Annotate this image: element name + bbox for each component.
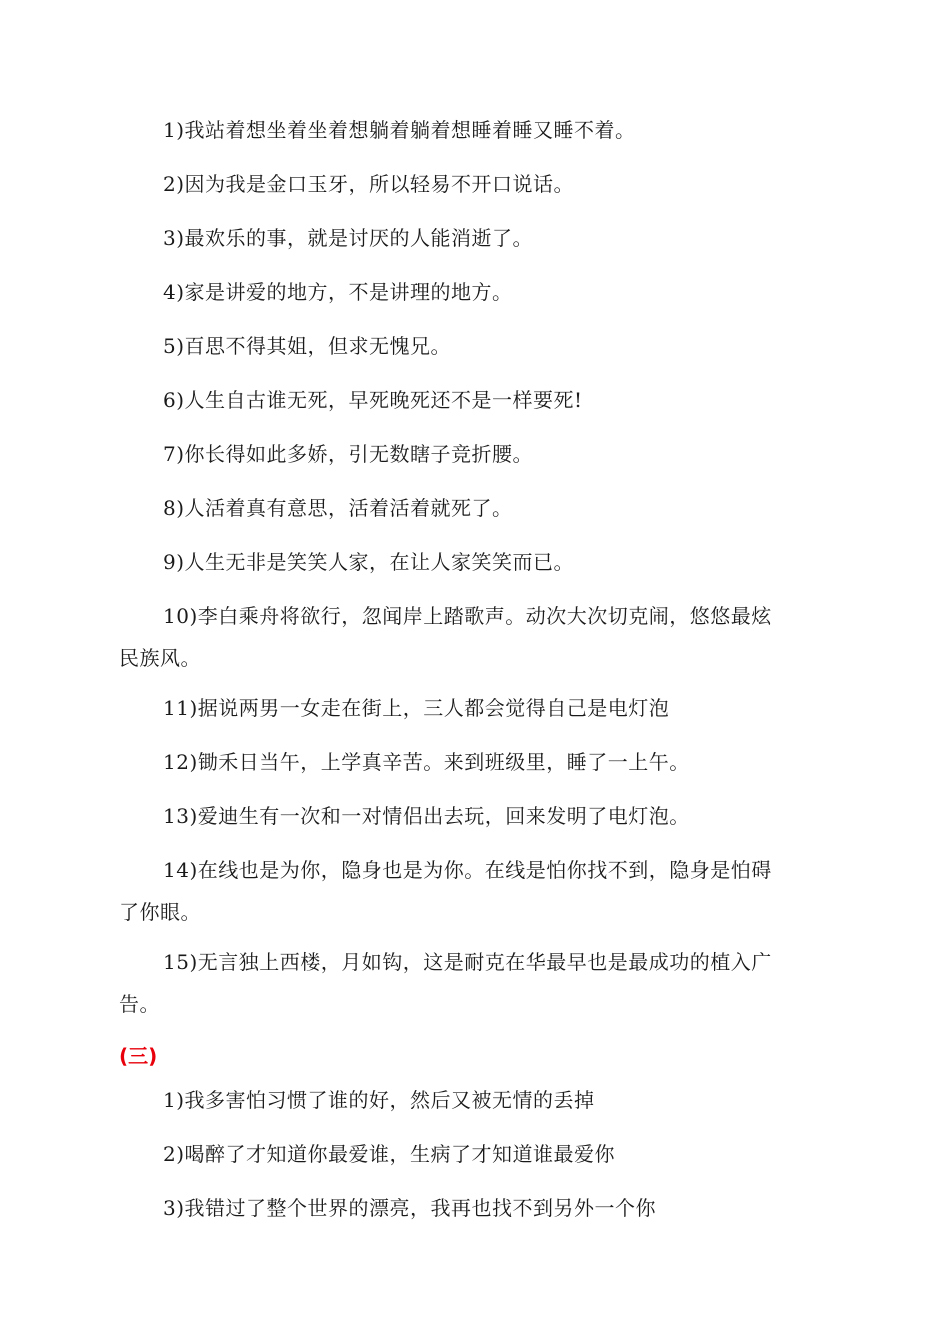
quote-line-9: 9)人生无非是笑笑人家，在让人家笑笑而已。 [163,550,575,574]
quote-line-14a: 14)在线也是为你，隐身也是为你。在线是怕你找不到，隐身是怕碍 [163,858,772,882]
quote-line-8: 8)人活着真有意思，活着活着就死了。 [163,496,513,520]
quote-line-3: 3)最欢乐的事，就是讨厌的人能消逝了。 [163,226,534,250]
quote-line-10b: 民族风。 [119,646,201,670]
quote-line-5: 5)百思不得其姐，但求无愧兄。 [163,334,452,358]
quote-line-s3-3: 3)我错过了整个世界的漂亮，我再也找不到另外一个你 [163,1196,657,1220]
quote-line-1: 1)我站着想坐着坐着想躺着躺着想睡着睡又睡不着。 [163,118,636,142]
quote-line-12: 12)锄禾日当午，上学真辛苦。来到班级里，睡了一上午。 [163,750,690,774]
quote-line-15a: 15)无言独上西楼，月如钩，这是耐克在华最早也是最成功的植入广 [163,950,772,974]
quote-line-4: 4)家是讲爱的地方，不是讲理的地方。 [163,280,513,304]
quote-line-13: 13)爱迪生有一次和一对情侣出去玩，回来发明了电灯泡。 [163,804,690,828]
quote-line-7: 7)你长得如此多娇，引无数瞎子竞折腰。 [163,442,534,466]
quote-line-11: 11)据说两男一女走在街上，三人都会觉得自己是电灯泡 [163,696,670,720]
section-heading: (三) [119,1044,158,1068]
quote-line-2: 2)因为我是金口玉牙，所以轻易不开口说话。 [163,172,575,196]
quote-line-s3-1: 1)我多害怕习惯了谁的好，然后又被无情的丢掉 [163,1088,595,1112]
quote-line-15b: 告。 [119,992,160,1016]
quote-line-s3-2: 2)喝醉了才知道你最爱谁，生病了才知道谁最爱你 [163,1142,616,1166]
quote-line-14b: 了你眼。 [119,900,201,924]
quote-line-10a: 10)李白乘舟将欲行，忽闻岸上踏歌声。动次大次切克闹，悠悠最炫 [163,604,772,628]
quote-line-6: 6)人生自古谁无死，早死晚死还不是一样要死! [163,388,583,412]
